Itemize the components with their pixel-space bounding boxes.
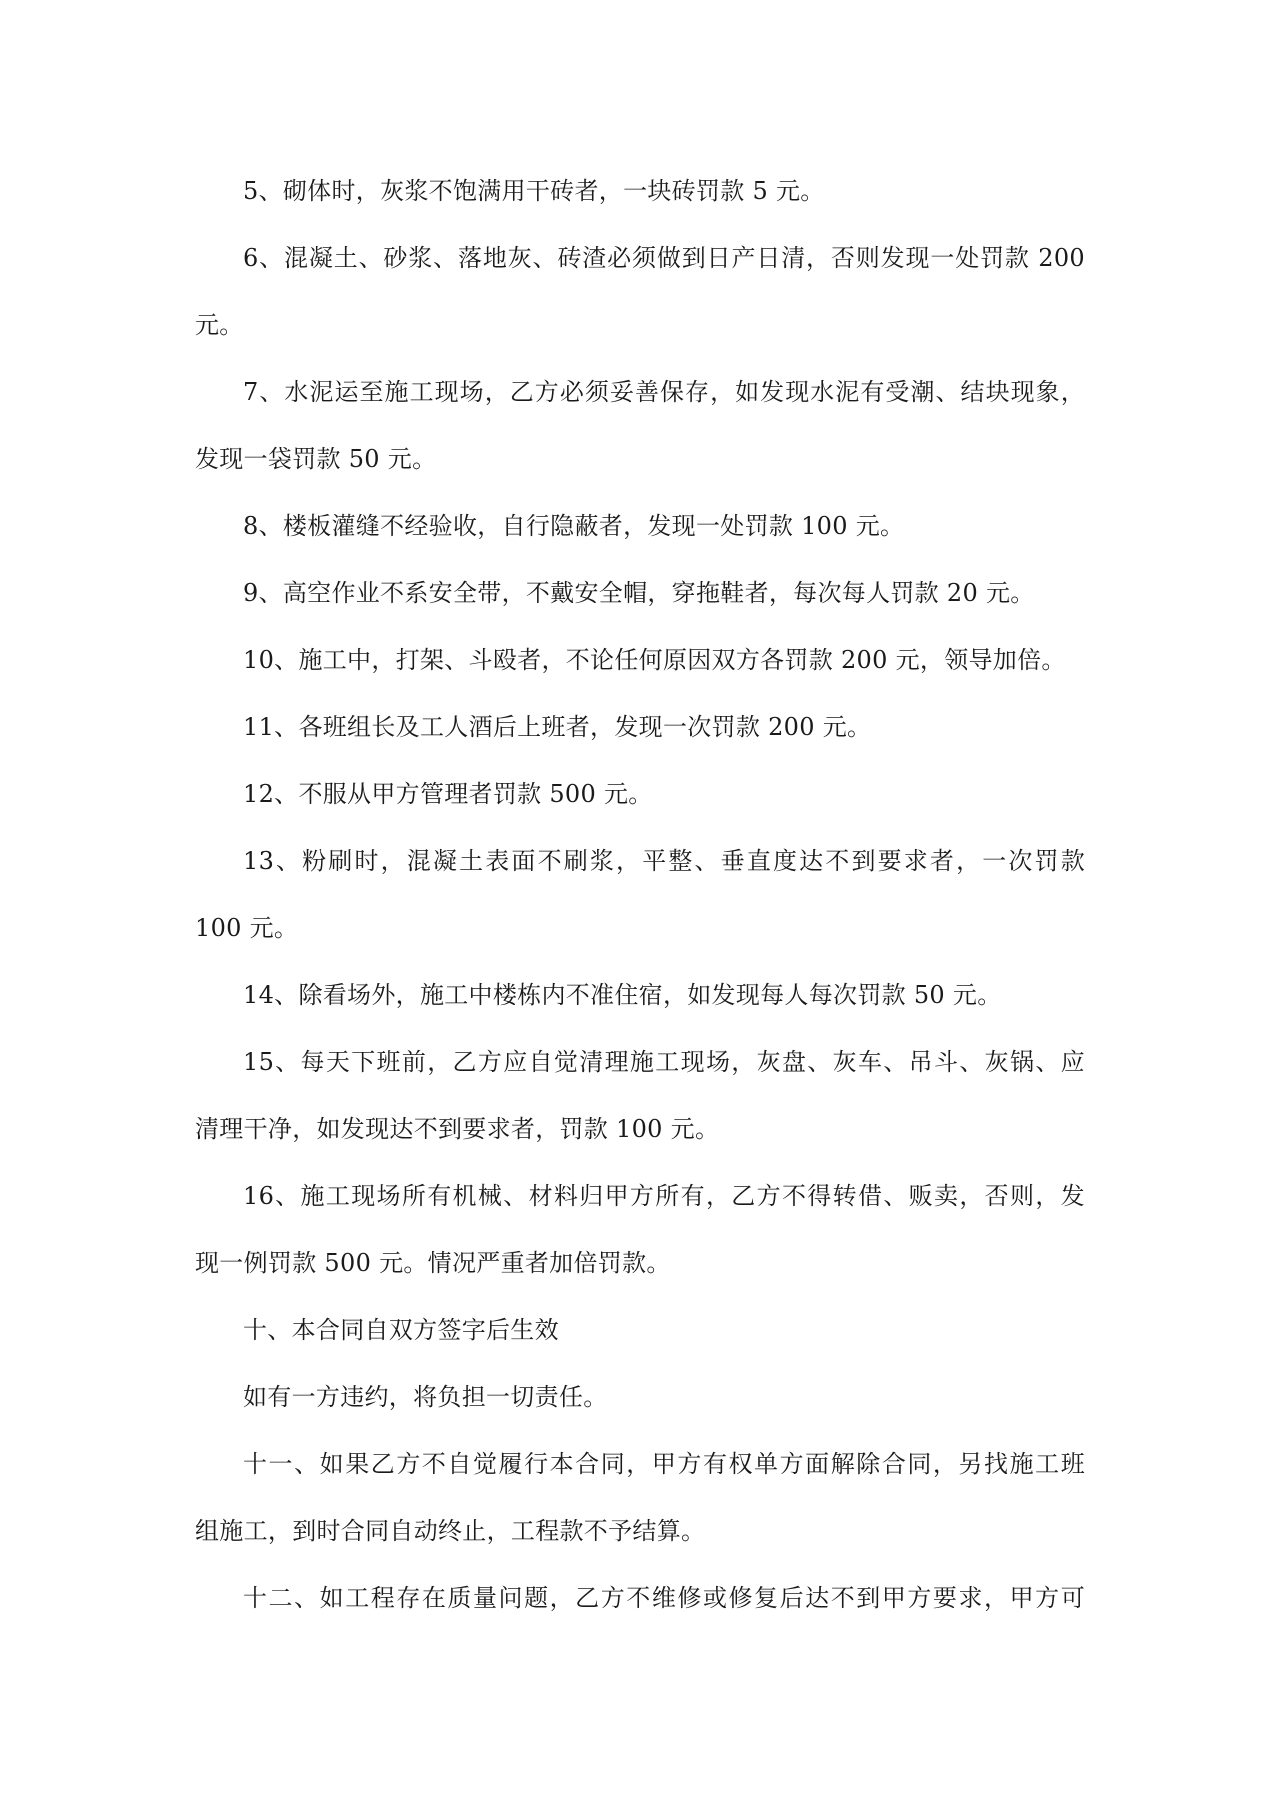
text-line: 发现一袋罚款 50 元。: [195, 445, 437, 473]
text-line: 13、粉刷时，混凝土表面不刷浆，平整、垂直度达不到要求者，一次罚款: [243, 847, 1085, 875]
clause-item-14: [195, 962, 1085, 1029]
text-line: 14、除看场外，施工中楼栋内不准住宿，如发现每人每次罚款 50 元。: [243, 981, 1002, 1009]
text-line: 元。: [195, 311, 244, 339]
clause-item-15: [195, 1029, 1085, 1163]
section-11: [195, 1431, 1085, 1565]
section-10-body: [195, 1364, 1085, 1431]
text-line: 100 元。: [195, 914, 299, 942]
text-line: 7、水泥运至施工现场，乙方必须妥善保存，如发现水泥有受潮、结块现象，: [243, 378, 1085, 406]
text-line: 组施工，到时合同自动终止，工程款不予结算。: [195, 1517, 706, 1545]
text-line: 11、各班组长及工人酒后上班者，发现一次罚款 200 元。: [243, 713, 872, 741]
text-line: 12、不服从甲方管理者罚款 500 元。: [243, 780, 653, 808]
clause-item-12: [195, 761, 1085, 828]
text-line: 10、施工中，打架、斗殴者，不论任何原因双方各罚款 200 元，领导加倍。: [243, 646, 1066, 674]
clause-item-13: [195, 828, 1085, 962]
text-line: 十二、如工程存在质量问题，乙方不维修或修复后达不到甲方要求，甲方可: [243, 1584, 1085, 1612]
text-line: 5、砌体时，灰浆不饱满用干砖者，一块砖罚款 5 元。: [243, 177, 825, 205]
text-line: 6、混凝土、砂浆、落地灰、砖渣必须做到日产日清，否则发现一处罚款 200: [243, 244, 1085, 272]
text-line: 清理干净，如发现达不到要求者，罚款 100 元。: [195, 1115, 720, 1143]
clause-item-8: [195, 493, 1085, 560]
text-line: 十一、如果乙方不自觉履行本合同，甲方有权单方面解除合同，另找施工班: [243, 1450, 1085, 1478]
clause-item-10: [195, 627, 1085, 694]
clause-item-7: [195, 359, 1085, 493]
text-line: 现一例罚款 500 元。情况严重者加倍罚款。: [195, 1249, 671, 1277]
clause-item-5: [195, 158, 1085, 225]
text-line: 9、高空作业不系安全带，不戴安全帽，穿拖鞋者，每次每人罚款 20 元。: [243, 579, 1035, 607]
clause-item-9: [195, 560, 1085, 627]
clause-item-6: [195, 225, 1085, 359]
section-heading-text: 十、本合同自双方签字后生效: [243, 1316, 559, 1344]
document-page: [195, 158, 1085, 1632]
text-line: 8、楼板灌缝不经验收，自行隐蔽者，发现一处罚款 100 元。: [243, 512, 905, 540]
text-line: 16、施工现场所有机械、材料归甲方所有，乙方不得转借、贩卖，否则，发: [243, 1182, 1085, 1210]
clause-item-16: [195, 1163, 1085, 1297]
section-12: [195, 1565, 1085, 1632]
section-10-heading: [195, 1297, 1085, 1364]
text-line: 如有一方违约，将负担一切责任。: [243, 1383, 608, 1411]
text-line: 15、每天下班前，乙方应自觉清理施工现场，灰盘、灰车、吊斗、灰锅、应: [243, 1048, 1085, 1076]
clause-item-11: [195, 694, 1085, 761]
